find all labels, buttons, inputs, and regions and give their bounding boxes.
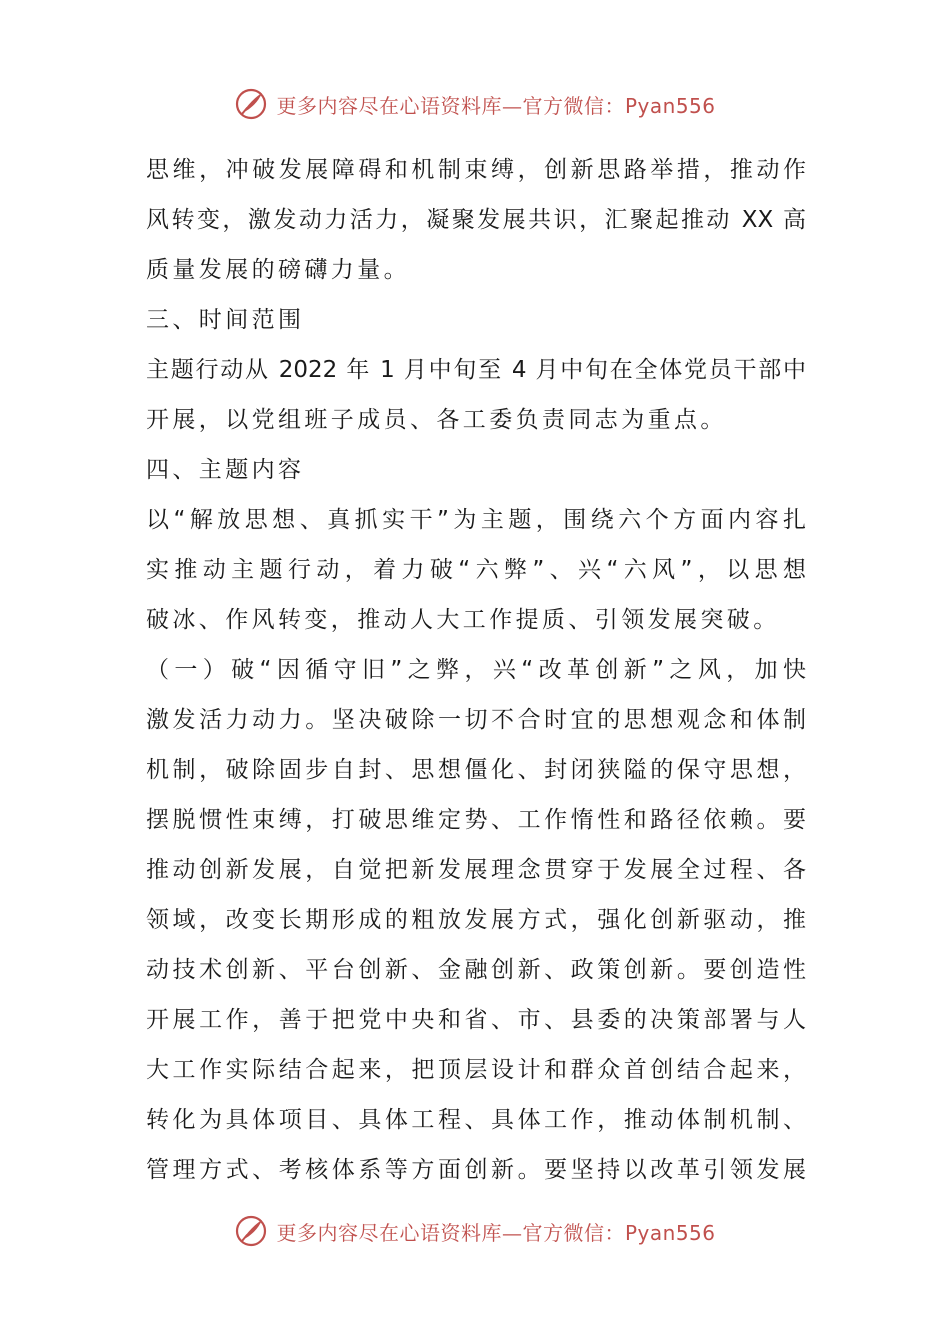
watermark-contact-handle: Pyan556 xyxy=(624,93,716,118)
text-line: 质量发展的磅礴力量。 xyxy=(146,257,410,283)
text-line: 开展工作，善于把党中央和省、市、县委的决策部署与人 xyxy=(146,1007,806,1033)
text-line: 激发活力动力。坚决破除一切不合时宜的思想观念和体制 xyxy=(146,707,806,733)
text-line: 主题行动从 2022 年 1 月中旬至 4 月中旬在全体党员干部中 xyxy=(146,357,806,383)
text-line: 领域，改变长期形成的粗放发展方式，强化创新驱动，推 xyxy=(146,907,806,933)
text-line: 推动创新发展，自觉把新发展理念贯穿于发展全过程、各 xyxy=(146,857,806,883)
watermark-contact-handle: Pyan556 xyxy=(624,1220,716,1245)
watermark-contact-label: 官方微信： xyxy=(522,93,625,118)
text-line: 机制，破除固步自封、思想僵化、封闭狭隘的保守思想， xyxy=(146,757,806,783)
text-line: 管理方式、考核体系等方面创新。要坚持以改革引领发展 xyxy=(146,1157,806,1183)
text-line: 动技术创新、平台创新、金融创新、政策创新。要创造性 xyxy=(146,957,806,983)
text-line: 三、时间范围 xyxy=(146,307,305,333)
text-line: 以“解放思想、真抓实干”为主题，围绕六个方面内容扎 xyxy=(146,507,806,533)
text-line: （一）破“因循守旧”之弊，兴“改革创新”之风，加快 xyxy=(146,657,806,683)
quill-logo-icon xyxy=(234,87,268,121)
text-line: 转化为具体项目、具体工程、具体工作，推动体制机制、 xyxy=(146,1107,806,1133)
text-line: 大工作实际结合起来，把顶层设计和群众首创结合起来， xyxy=(146,1057,806,1083)
footer-watermark xyxy=(0,1211,950,1251)
watermark-separator: — xyxy=(501,93,523,118)
text-line: 摆脱惯性束缚，打破思维定势、工作惰性和路径依赖。要 xyxy=(146,807,806,833)
text-line: 风转变，激发动力活力，凝聚发展共识，汇聚起推动 XX 高 xyxy=(146,207,806,233)
text-line: 实推动主题行动，着力破“六弊”、兴“六风”，以思想 xyxy=(146,557,806,583)
watermark-brand: 更多内容尽在心语资料库 xyxy=(276,93,502,118)
watermark-text xyxy=(276,90,715,119)
text-line: 开展，以党组班子成员、各工委负责同志为重点。 xyxy=(146,407,727,433)
watermark-brand: 更多内容尽在心语资料库 xyxy=(276,1220,502,1245)
watermark-contact-label: 官方微信： xyxy=(522,1220,625,1245)
quill-logo-icon xyxy=(234,1214,268,1248)
watermark-text xyxy=(276,1217,715,1246)
text-line: 四、主题内容 xyxy=(146,457,305,483)
text-line: 破冰、作风转变，推动人大工作提质、引领发展突破。 xyxy=(146,607,780,633)
watermark-separator: — xyxy=(501,1220,523,1245)
header-watermark xyxy=(0,84,950,124)
text-line: 思维，冲破发展障碍和机制束缚，创新思路举措，推动作 xyxy=(146,157,806,183)
document-body xyxy=(146,145,806,1195)
